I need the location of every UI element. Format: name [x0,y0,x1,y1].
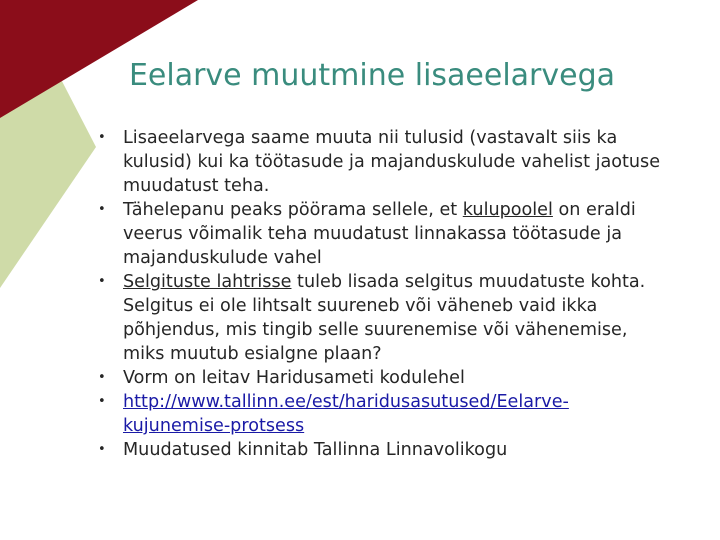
haridusasutused-eelarve-link[interactable]: http://www.tallinn.ee/est/haridusasutused/Eelarve-kujunemise-protsess [123,392,569,436]
bullet-icon: • [98,202,106,217]
bullet-icon: • [98,394,106,409]
slide-title: Eelarve muutmine lisaeelarvega [128,58,616,93]
bullet-text: Muudatused kinnitab Tallinna Linnavolikogu [123,440,508,460]
bullet-list [98,126,668,462]
bullet-text-end: on eraldi veerus võimalik teha muudatust linnakassa töötasude ja majanduskulude vahel [123,200,636,268]
bullet-item [98,270,668,366]
bullet-icon: • [98,370,106,385]
bullet-text-end: tuleb lisada selgitus muudatuste kohta. Selgitus ei ole lihtsalt suureneb või väheneb vaid ikka põhjendus, mis tingib selle suurenemise või vähenemise, miks muutub esialgne plaan? [123,272,646,364]
underlined-term: kulupoolel [462,200,553,220]
bullet-item [98,198,668,270]
bullet-item [98,390,668,438]
bullet-text-start: Tähelepanu peaks pöörama sellele, et [123,200,463,220]
bullet-icon: • [98,442,106,457]
bullet-icon: • [98,274,106,289]
underlined-term: Selgituste lahtrisse [123,272,292,292]
bullet-text: Vorm on leitav Haridusameti kodulehel [123,368,465,388]
bullet-item [98,438,668,462]
bullet-icon: • [98,130,106,145]
bullet-item [98,126,668,198]
bullet-text: Lisaeelarvega saame muuta nii tulusid (vastavalt siis ka kulusid) kui ka töötasude ja majanduskulude vahelist jaotuse muudatust teha. [123,128,661,196]
bullet-item [98,366,668,390]
